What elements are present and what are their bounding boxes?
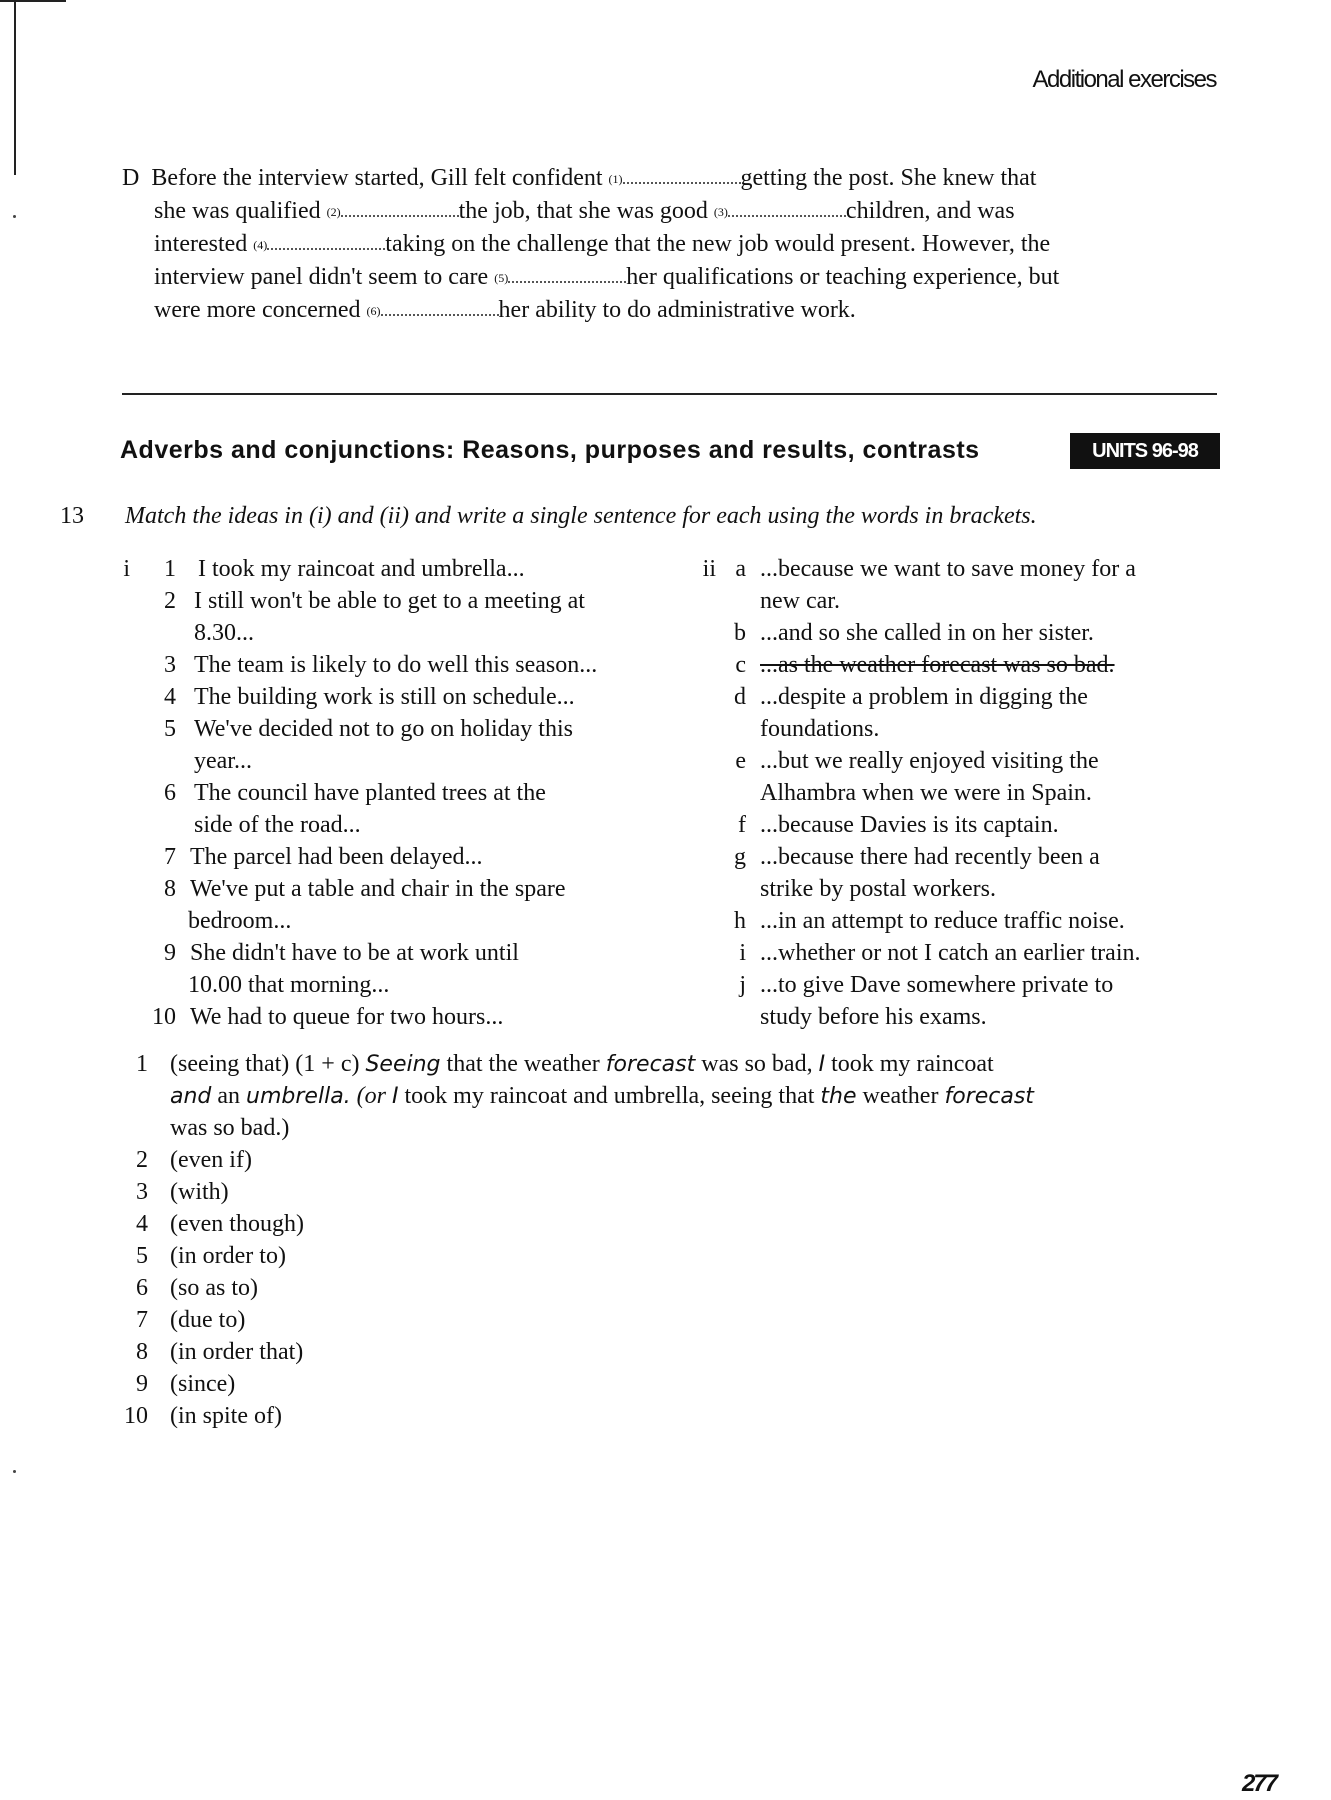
list-item [690, 553, 1250, 585]
printed-text: that the weather [446, 1051, 600, 1077]
item-text: We've put a table and chair in the spare [190, 876, 566, 902]
item-number: 2 [136, 1147, 148, 1173]
handwritten-text: and [170, 1084, 212, 1109]
line-text: her qualifications or teaching experience, but [626, 264, 1060, 290]
list-item [690, 809, 1250, 841]
item-number: 6 [164, 780, 176, 806]
line-text: she was qualified [154, 198, 321, 224]
printed-text: an [217, 1083, 241, 1109]
example-line [170, 1048, 994, 1081]
line-text: Before the interview started, Gill felt confident [151, 165, 603, 191]
item-number: 4 [164, 684, 176, 710]
item-number: 7 [164, 844, 176, 870]
item-letter: e [735, 748, 746, 774]
prompt-text: (seeing that) (1 + c) [170, 1051, 360, 1077]
item-text: The council have planted trees at the [194, 780, 546, 806]
list-item [690, 649, 1250, 681]
answer-blank[interactable] [381, 314, 499, 316]
list-item-continuation [690, 777, 1250, 809]
printed-text: took my raincoat and umbrella, seeing that [404, 1083, 815, 1109]
prompt-text: (in order that) [170, 1339, 304, 1365]
item-text: strike by postal workers. [760, 876, 996, 902]
blank-number: (5) [494, 271, 509, 285]
printed-text: took my raincoat [831, 1051, 994, 1077]
list-item [120, 937, 690, 969]
item-text: foundations. [760, 716, 880, 742]
item-text: study before his exams. [760, 1004, 987, 1030]
answer-blank[interactable] [728, 215, 846, 217]
list-item [120, 649, 690, 681]
blank-number: (1) [608, 172, 623, 186]
item-number: 10 [152, 1004, 176, 1030]
list-item [690, 937, 1250, 969]
item-number: 3 [164, 652, 176, 678]
column-i [120, 553, 690, 1033]
item-text: The team is likely to do well this season... [194, 652, 598, 678]
item-number: 4 [136, 1211, 148, 1237]
column-label: ii [702, 556, 716, 582]
handwritten-text: forecast [605, 1052, 696, 1077]
prompt-text: (with) [170, 1179, 229, 1205]
handwritten-text: umbrella. [246, 1084, 351, 1109]
section-divider [122, 393, 1217, 395]
prompt-text: (in spite of) [170, 1403, 282, 1429]
crop-mark-vertical [14, 0, 16, 175]
column-label: i [123, 556, 130, 582]
item-text: side of the road... [194, 812, 361, 838]
answer-blank[interactable] [508, 281, 626, 283]
item-text: We've decided not to go on holiday this [194, 716, 573, 742]
blank-number: (3) [713, 205, 728, 219]
handwritten-text: I [392, 1084, 399, 1109]
item-text: The parcel had been delayed... [190, 844, 483, 870]
list-item [690, 745, 1250, 777]
item-number: 9 [136, 1371, 148, 1397]
list-item-continuation [690, 713, 1250, 745]
item-text: She didn't have to be at work until [190, 940, 519, 966]
line-text: the job, that she was good [458, 198, 708, 224]
item-letter: d [734, 684, 746, 710]
line-text: interview panel didn't seem to care [154, 264, 489, 290]
printed-text: was so bad, [701, 1051, 813, 1077]
scan-speck [13, 215, 16, 218]
section-title: Adverbs and conjunctions: Reasons, purposes and results, contrasts [120, 436, 980, 464]
item-number: 5 [136, 1243, 148, 1269]
line-text: interested [154, 231, 248, 257]
item-letter: j [739, 972, 746, 998]
item-text: ...but we really enjoyed visiting the [760, 748, 1099, 774]
list-item-continuation [120, 745, 690, 777]
item-text: ...to give Dave somewhere private to [760, 972, 1114, 998]
list-item [120, 585, 690, 617]
answer-blank[interactable] [341, 215, 459, 217]
item-letter: a [735, 556, 746, 582]
item-number: 1 [136, 1051, 148, 1077]
item-text: 10.00 that morning... [188, 972, 390, 998]
exercise-number: 13 [60, 503, 84, 529]
line-text: her ability to do administrative work. [498, 297, 856, 323]
prompt-text: (due to) [170, 1307, 246, 1333]
item-letter: c [735, 652, 746, 678]
printed-text: weather [862, 1083, 939, 1109]
item-number: 10 [124, 1403, 148, 1429]
item-text: year... [194, 748, 252, 774]
item-number: 5 [164, 716, 176, 742]
list-item [690, 905, 1250, 937]
list-item [120, 1001, 690, 1033]
list-item [120, 873, 690, 905]
item-text: I took my raincoat and umbrella... [198, 556, 525, 582]
line-text: getting the post. She knew that [740, 165, 1037, 191]
item-text: ...despite a problem in digging the [760, 684, 1088, 710]
item-letter: f [738, 812, 746, 838]
list-item [120, 553, 690, 585]
paragraph-line [122, 294, 1222, 327]
item-text: bedroom... [188, 908, 292, 934]
item-text: new car. [760, 588, 840, 614]
item-text: ...in an attempt to reduce traffic noise. [760, 908, 1125, 934]
list-item-continuation [120, 905, 690, 937]
paragraph-line [122, 195, 1222, 228]
prompt-text: (even if) [170, 1147, 252, 1173]
line-text: were more concerned [154, 297, 361, 323]
item-text: 8.30... [194, 620, 254, 646]
item-number: 1 [164, 556, 176, 582]
list-item [120, 777, 690, 809]
column-ii [690, 553, 1250, 1033]
item-number: 9 [164, 940, 176, 966]
prompt-text: (in order to) [170, 1243, 286, 1269]
line-text: taking on the challenge that the new job would present. However, the [385, 231, 1051, 257]
item-number: 3 [136, 1179, 148, 1205]
prompt-text: (so as to) [170, 1275, 258, 1301]
handwritten-text: forecast [944, 1084, 1034, 1109]
list-item [120, 841, 690, 873]
exercise-instruction: Match the ideas in (i) and (ii) and write a single sentence for each using the words in brackets. [125, 503, 1037, 529]
item-text: We had to queue for two hours... [190, 1004, 504, 1030]
answer-blank[interactable] [623, 182, 741, 184]
item-letter: h [734, 908, 746, 934]
line-text: children, and was [845, 198, 1015, 224]
item-text: Alhambra when we were in Spain. [760, 780, 1092, 806]
item-text: ...because there had recently been a [760, 844, 1100, 870]
page-header-title: Additional exercises [1032, 66, 1216, 93]
item-text: I still won't be able to get to a meeting at [194, 588, 585, 614]
item-text: ...whether or not I catch an earlier train. [760, 940, 1141, 966]
item-text: ...because Davies is its captain. [760, 812, 1059, 838]
item-letter: g [734, 844, 746, 870]
handwritten-text: Seeing [365, 1052, 441, 1077]
list-item [120, 713, 690, 745]
exercise-d-paragraph [122, 162, 1222, 327]
item-text-crossed-out: ...as the weather forecast was so bad. [760, 652, 1115, 678]
prompt-text: (since) [170, 1371, 236, 1397]
item-number: 7 [136, 1307, 148, 1333]
item-number: 8 [164, 876, 176, 902]
prompt-text: (even though) [170, 1211, 304, 1237]
item-letter: i [739, 940, 746, 966]
printed-text: was so bad.) [170, 1115, 290, 1141]
list-item [690, 841, 1250, 873]
list-item [120, 681, 690, 713]
paragraph-line [122, 228, 1222, 261]
printed-text: (or [356, 1083, 387, 1109]
blank-number: (6) [366, 304, 381, 318]
blank-number: (2) [326, 205, 341, 219]
example-line [170, 1080, 1034, 1113]
list-item-continuation [120, 969, 690, 1001]
item-number: 2 [164, 588, 176, 614]
list-item-continuation [690, 873, 1250, 905]
units-badge: UNITS 96-98 [1070, 433, 1220, 469]
list-item [690, 617, 1250, 649]
item-number: 8 [136, 1339, 148, 1365]
list-item [690, 969, 1250, 1001]
handwritten-text: I [818, 1052, 826, 1077]
item-text: The building work is still on schedule... [194, 684, 575, 710]
list-item-continuation [690, 585, 1250, 617]
item-text: ...because we want to save money for a [760, 556, 1136, 582]
item-number: 6 [136, 1275, 148, 1301]
scan-speck [13, 1470, 16, 1473]
item-text: ...and so she called in on her sister. [760, 620, 1094, 646]
handwritten-text: the [820, 1084, 857, 1109]
blank-number: (4) [253, 238, 268, 252]
list-item-continuation [120, 617, 690, 649]
page-number: 277 [1241, 1770, 1276, 1797]
answer-blank[interactable] [267, 248, 385, 250]
list-item-continuation [120, 809, 690, 841]
crop-mark-horizontal [0, 0, 66, 2]
item-letter: b [734, 620, 746, 646]
list-item-continuation [690, 1001, 1250, 1033]
list-item [690, 681, 1250, 713]
paragraph-line [122, 162, 1222, 195]
paragraph-line [122, 261, 1222, 294]
exercise-letter: D [122, 165, 140, 191]
